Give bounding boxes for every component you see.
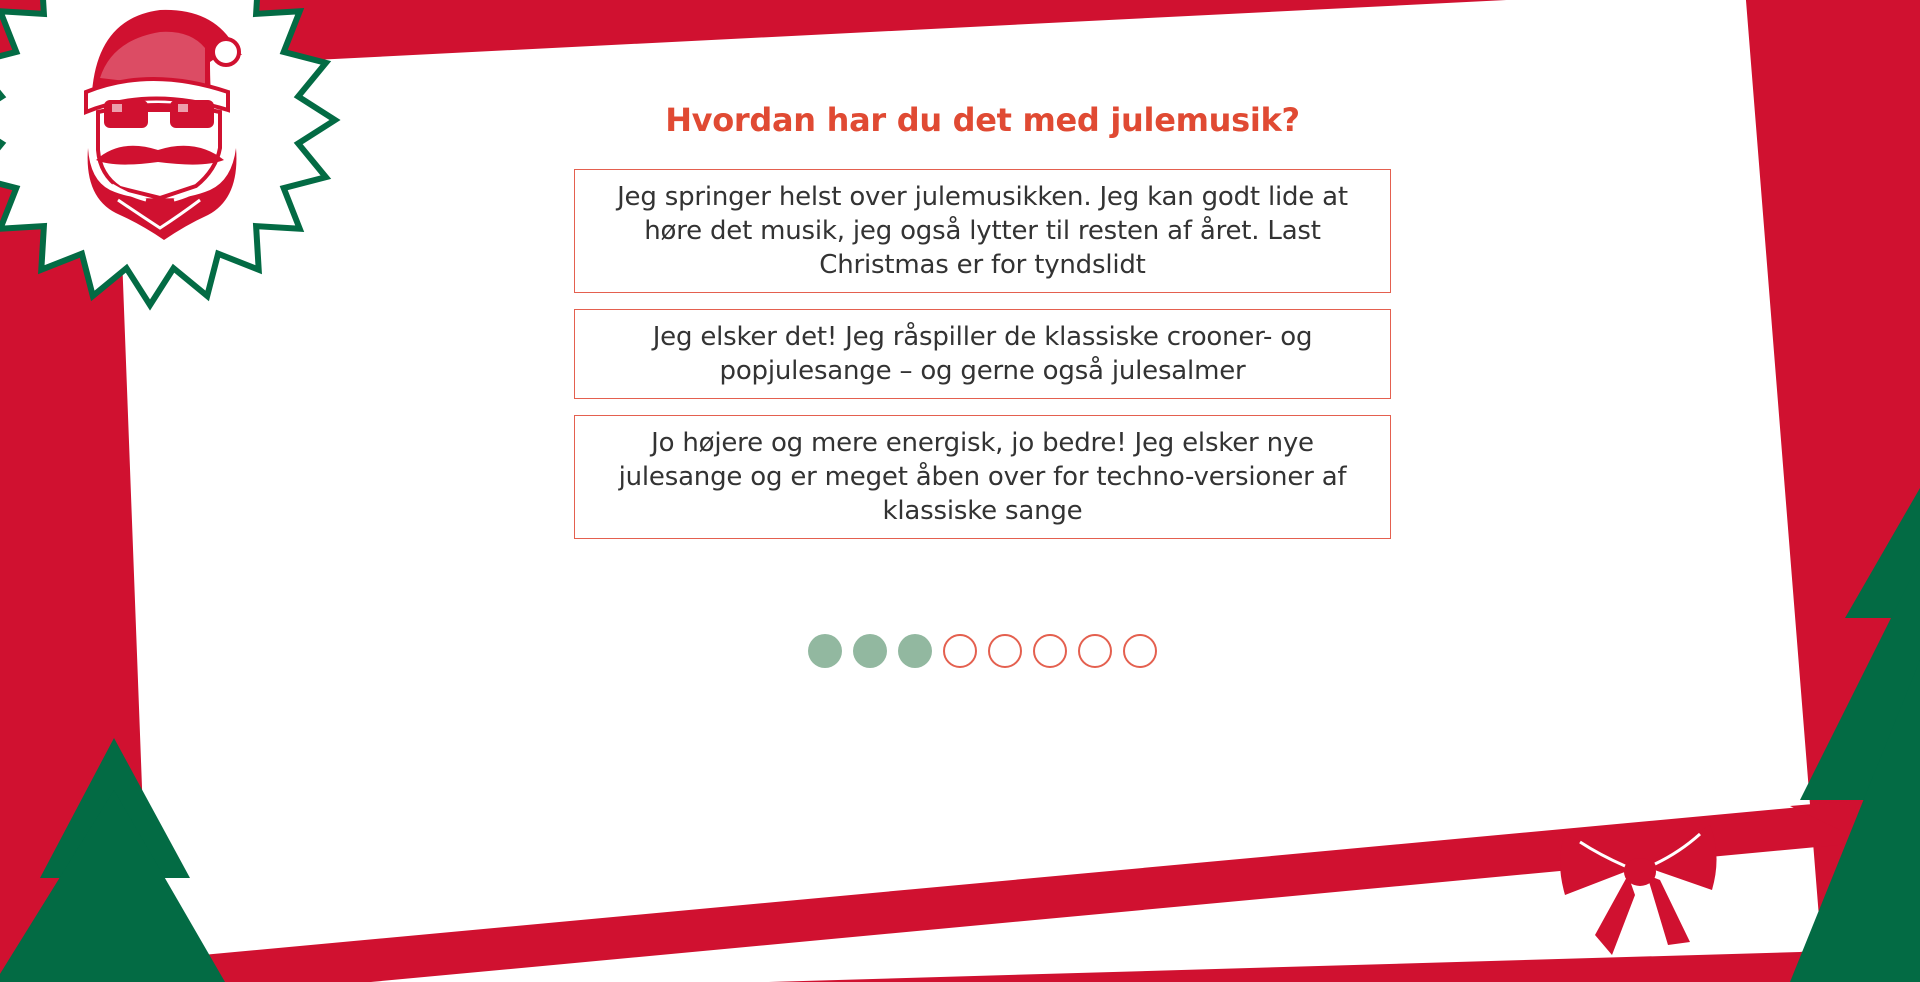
- progress-dot-completed: [853, 634, 887, 668]
- answer-option-1[interactable]: Jeg springer helst over julemusikken. Jeg kan godt lide at høre det musik, jeg også lytter til resten af året. Last Christmas er for tyndslidt: [574, 169, 1391, 293]
- quiz-card: [574, 100, 1391, 555]
- santa-sunglasses-icon: [86, 10, 242, 240]
- progress-dot-pending: [988, 634, 1022, 668]
- answer-option-3[interactable]: Jo højere og mere energisk, jo bedre! Jeg elsker nye julesange og er meget åben over for techno-versioner af klassiske sange: [574, 415, 1391, 539]
- progress-dot-completed: [898, 634, 932, 668]
- progress-dots: [808, 634, 1168, 668]
- progress-dot-pending: [1078, 634, 1112, 668]
- progress-dot-pending: [1033, 634, 1067, 668]
- progress-dot-completed: [808, 634, 842, 668]
- progress-dot-pending: [1123, 634, 1157, 668]
- question-title: Hvordan har du det med julemusik?: [665, 101, 1300, 139]
- progress-dot-pending: [943, 634, 977, 668]
- answer-option-2[interactable]: Jeg elsker det! Jeg råspiller de klassiske crooner- og popjulesange – og gerne også julesalmer: [574, 309, 1391, 399]
